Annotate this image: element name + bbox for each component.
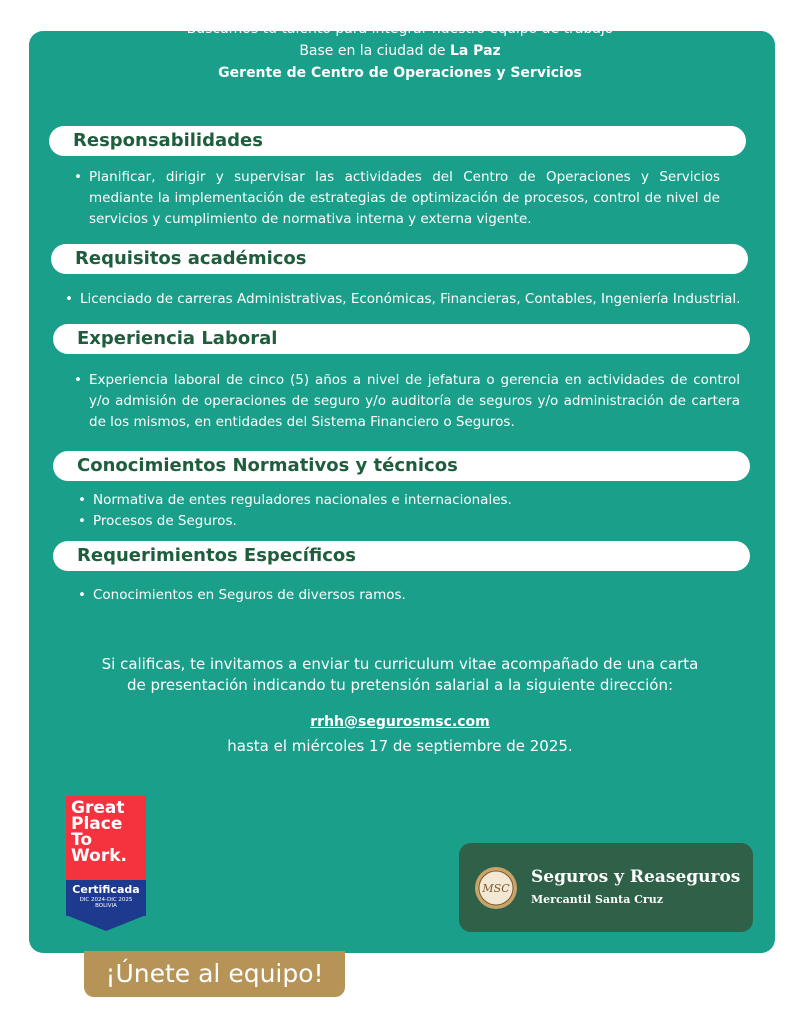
header-intro: Buscamos tu talento para integrar nuestro equipo de trabajo xyxy=(186,21,614,37)
academic-list xyxy=(63,289,753,310)
join-team-banner: ¡Únete al equipo! xyxy=(84,951,345,997)
invitation-line-2: de presentación indicando tu pretensión salarial a la siguiente dirección: xyxy=(126,676,674,694)
badge-line-2: Place xyxy=(71,814,123,834)
badge-dates: DIC 2024-DIC 2025 xyxy=(79,897,133,903)
company-subname: Mercantil Santa Cruz xyxy=(531,893,663,906)
badge-point-icon xyxy=(66,915,146,932)
specific-list xyxy=(76,585,736,606)
deadline-text: hasta el miércoles 17 de septiembre de 2025. xyxy=(227,737,573,755)
badge-line-4: Work. xyxy=(71,846,127,866)
company-name: Seguros y Reaseguros xyxy=(531,867,741,887)
badge-certified: Certificada xyxy=(72,883,140,896)
knowledge-list xyxy=(76,490,736,532)
badge-line-3: To xyxy=(71,830,93,850)
section-title-academic: Requisitos académicos xyxy=(51,244,748,274)
city: La Paz xyxy=(449,43,501,59)
badge-country: BOLIVIA xyxy=(95,903,117,909)
position-title: Gerente de Centro de Operaciones y Servicios xyxy=(218,65,582,81)
section-title-experience: Experiencia Laboral xyxy=(53,324,750,354)
section-title-knowledge: Conocimientos Normativos y técnicos xyxy=(53,451,750,481)
email-link[interactable]: rrhh@segurosmsc.com xyxy=(310,714,490,730)
seal-text: MSC xyxy=(482,882,510,895)
list-item: • Conocimientos en Seguros de diversos ramos. xyxy=(76,585,736,606)
badge-line-1: Great xyxy=(71,798,125,818)
section-title-specific: Requerimientos Específicos xyxy=(53,541,750,571)
invitation-text xyxy=(0,654,800,696)
company-seal-icon xyxy=(474,866,518,910)
great-place-to-work-badge xyxy=(66,796,146,934)
location-prefix: Base en la ciudad de xyxy=(299,43,446,59)
invitation-line-1: Si calificas, te invitamos a enviar tu curriculum vitae acompañado de una carta xyxy=(101,655,699,673)
badge-certification xyxy=(66,880,146,916)
header-location xyxy=(0,40,800,62)
list-item: • Planificar, dirigir y supervisar las actividades del Centro de Operaciones y Servicios mediante la implementación de estrategias de optimización de procesos, control de nivel de servicios y cumplimiento de normativa interna y externa vigente. xyxy=(72,167,720,230)
section-title-responsibilities: Responsabilidades xyxy=(49,126,746,156)
badge-title xyxy=(66,796,146,880)
company-logo-block xyxy=(459,843,753,932)
responsibilities-list xyxy=(72,167,720,230)
list-item: • Normativa de entes reguladores nacionales e internacionales. xyxy=(76,490,736,511)
experience-list xyxy=(72,370,740,433)
list-item: • Licenciado de carreras Administrativas, Económicas, Financieras, Contables, Ingeniería Industrial. xyxy=(63,289,753,310)
list-item: • Experiencia laboral de cinco (5) años a nivel de jefatura o gerencia en actividades de control y/o admisión de operaciones de seguro y/o auditoría de seguros y/o administración de cartera de los mismos, en entidades del Sistema Financiero o Seguros. xyxy=(72,370,740,433)
header xyxy=(0,18,800,84)
list-item: • Procesos de Seguros. xyxy=(76,511,736,532)
